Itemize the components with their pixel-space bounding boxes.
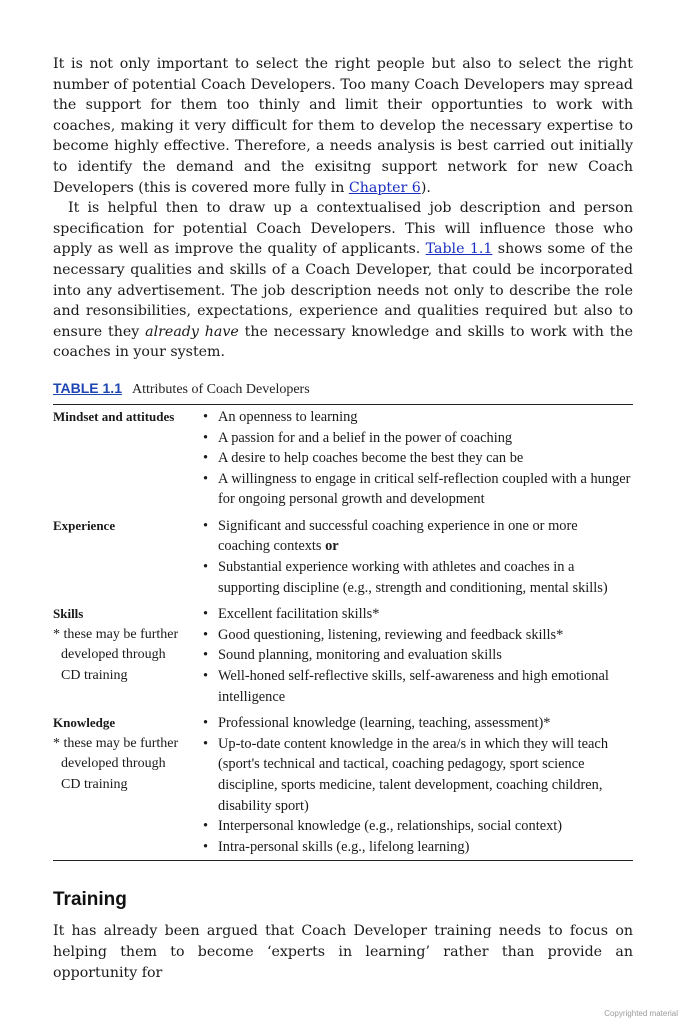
- list-item: • Interpersonal knowledge (e.g., relationships, social context): [203, 816, 633, 837]
- paragraph-1: [53, 54, 633, 198]
- category-note: [53, 625, 203, 687]
- paragraph-2-end: the necessary knowledge and skills to work with the coaches in your system.: [53, 323, 633, 361]
- page-content: [53, 54, 633, 983]
- category-note-line: * these may be further: [53, 735, 179, 751]
- attributes-table: [53, 404, 633, 861]
- paragraph-2-text: It is helpful then to draw up a contextualised job description and person specification for potential Coach Developers. This will influence those who apply as well as improve the quality of applicants.: [53, 200, 633, 258]
- list-item: • Up-to-date content knowledge in the area/s in which they will teach (sport's technical and tactical, coaching pedagogy, sport science discipline, sports medicine, talent development, coaching children, disability sport): [203, 734, 633, 816]
- list-item: • Excellent facilitation skills*: [203, 604, 633, 625]
- category-name: Experience: [53, 517, 116, 533]
- list-item: • A passion for and a belief in the power of coaching: [203, 428, 633, 449]
- paragraph-1-end: ).: [420, 179, 431, 196]
- table-category-cell: [53, 407, 203, 510]
- list-item: • Substantial experience working with athletes and coaches in a supporting discipline (e.g., strength and conditioning, mental skills): [203, 557, 633, 598]
- category-note-line: developed through: [61, 756, 166, 772]
- category-note-line: CD training: [61, 777, 128, 792]
- list-item: • Intra-personal skills (e.g., lifelong learning): [203, 837, 633, 858]
- section-heading-training: Training: [53, 889, 127, 911]
- category-note-line: developed through: [61, 647, 166, 663]
- list-item: • Professional knowledge (learning, teaching, assessment)*: [203, 713, 633, 734]
- list-item: • An openness to learning: [203, 407, 633, 428]
- training-paragraph: It has already been argued that Coach Developer training needs to focus on helping them to become ‘experts in learning’ rather than provide an opportunity for: [53, 923, 633, 981]
- table-row-mindset: [53, 407, 633, 510]
- category-note-line: CD training: [61, 668, 128, 684]
- table-1-1-link[interactable]: Table 1.1: [425, 241, 493, 258]
- attribute-list: [203, 516, 633, 598]
- list-item: • A willingness to engage in critical self-reflection coupled with a hunger for ongoing personal growth and development: [203, 469, 633, 510]
- list-item: [203, 516, 633, 557]
- attribute-list: [203, 604, 633, 707]
- list-item-text: Significant and successful coaching experience in one or more coaching contexts: [218, 517, 578, 555]
- attribute-list: [203, 407, 633, 510]
- table-caption: [53, 379, 633, 399]
- table-category-cell: [53, 516, 203, 598]
- chapter-6-link[interactable]: Chapter 6: [348, 179, 421, 196]
- list-item-bold-or: or: [325, 538, 339, 555]
- category-name: Knowledge: [53, 715, 116, 731]
- paragraph-1-text: It is not only important to select the right people but also to select the right number of potential Coach Developers. Too many Coach Developers may spread the support for them too thinly and limit their opportunties to work with coaches, making it very difficult for them to develop the necessary expertise to become highly effective. Therefore, a needs analysis is best carried out initially to identify the demand and the exisitng support network for new Coach Developers (this is covered more fully in: [53, 56, 633, 196]
- copyright-watermark: Copyrighted material: [604, 1009, 678, 1018]
- table-category-cell: [53, 713, 203, 857]
- category-name: Skills: [53, 606, 84, 622]
- table-title: Attributes of Coach Developers: [131, 381, 310, 397]
- table-category-cell: [53, 604, 203, 707]
- table-row-skills: [53, 604, 633, 707]
- list-item: • Sound planning, monitoring and evaluation skills: [203, 645, 633, 666]
- paragraph-2-emphasis: already have: [145, 323, 239, 340]
- category-note-line: * these may be further: [53, 626, 179, 642]
- paragraph-2-middle: shows some of the necessary qualities and skills of a Coach Developer, that could be incorporated into any advertisement. The job description needs not only to describe the role and resonsibilities, expectations, experience and qualities required but also to ensure they: [53, 241, 633, 340]
- table-row-knowledge: [53, 713, 633, 857]
- paragraph-2: [53, 198, 633, 363]
- list-item: • Well-honed self-reflective skills, self-awareness and high emotional intelligence: [203, 666, 633, 707]
- list-item: • A desire to help coaches become the best they can be: [203, 448, 633, 469]
- list-item: • Good questioning, listening, reviewing and feedback skills*: [203, 625, 633, 646]
- table-row-experience: [53, 516, 633, 598]
- category-name: Mindset and attitudes: [53, 408, 175, 424]
- attribute-list: [203, 713, 633, 857]
- category-note: [53, 734, 203, 796]
- table-label: TABLE 1.1: [53, 379, 122, 396]
